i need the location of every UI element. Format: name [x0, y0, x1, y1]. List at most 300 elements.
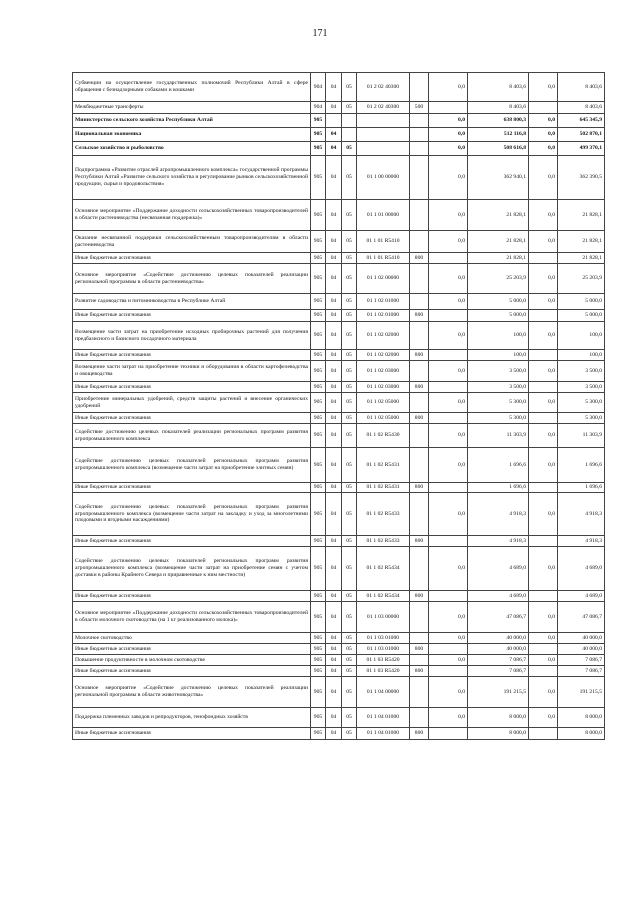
amount-change: 0,0	[429, 633, 468, 644]
amount-approved: 8 403,6	[468, 73, 529, 102]
target-article-code: 01 1 02 02000	[357, 322, 410, 350]
amount-change	[429, 253, 468, 264]
amount-change-2: 0,0	[529, 547, 558, 591]
amount-approved: 4 918,3	[468, 493, 529, 536]
table-row	[73, 102, 605, 114]
subsection-code: 05	[342, 493, 357, 536]
amount-total: 21 828,1	[558, 253, 605, 264]
expense-type-code	[410, 73, 429, 102]
table-row	[73, 361, 605, 382]
table-row	[73, 382, 605, 393]
amount-total: 11 303,9	[558, 424, 605, 448]
amount-total: 1 696,6	[558, 448, 605, 483]
table-row	[73, 128, 605, 142]
expense-type-code: 800	[410, 591, 429, 602]
subsection-code: 05	[342, 633, 357, 644]
expense-type-code: 800	[410, 728, 429, 740]
amount-total: 21 828,1	[558, 200, 605, 231]
admin-code: 904	[311, 73, 326, 102]
amount-change: 0,0	[429, 114, 468, 128]
admin-code: 905	[311, 264, 326, 294]
subsection-code: 05	[342, 483, 357, 493]
expense-type-code	[410, 114, 429, 128]
amount-change-2: 0,0	[529, 361, 558, 382]
table-row	[73, 413, 605, 424]
admin-code: 905	[311, 424, 326, 448]
row-name: Иные бюджетные ассигнования	[73, 253, 311, 264]
expense-type-code	[410, 128, 429, 142]
section-code: 04	[326, 200, 342, 231]
expense-type-code: 800	[410, 350, 429, 361]
subsection-code: 05	[342, 253, 357, 264]
subsection-code: 05	[342, 102, 357, 114]
subsection-code: 05	[342, 644, 357, 655]
target-article-code: 01 1 03 01000	[357, 644, 410, 655]
row-name: Сельское хозяйство и рыболовство	[73, 142, 311, 156]
target-article-code	[357, 142, 410, 156]
subsection-code: 05	[342, 264, 357, 294]
amount-change-2: 0,0	[529, 114, 558, 128]
section-code: 04	[326, 156, 342, 200]
target-article-code: 01 1 02 R5431	[357, 448, 410, 483]
amount-change-2: 0,0	[529, 708, 558, 728]
section-code: 04	[326, 413, 342, 424]
target-article-code: 01 1 02 00000	[357, 264, 410, 294]
section-code: 04	[326, 102, 342, 114]
target-article-code: 01 1 02 R5431	[357, 483, 410, 493]
amount-change-2	[529, 253, 558, 264]
amount-change: 0,0	[429, 708, 468, 728]
amount-approved: 21 828,1	[468, 231, 529, 253]
section-code: 04	[326, 728, 342, 740]
admin-code: 905	[311, 128, 326, 142]
table-row	[73, 231, 605, 253]
expense-type-code	[410, 264, 429, 294]
target-article-code: 01 1 02 03000	[357, 382, 410, 393]
amount-approved: 3 500,0	[468, 382, 529, 393]
section-code: 04	[326, 142, 342, 156]
section-code: 04	[326, 253, 342, 264]
amount-approved: 5 000,0	[468, 294, 529, 310]
target-article-code: 01 1 01 R5410	[357, 231, 410, 253]
amount-approved: 100,0	[468, 350, 529, 361]
amount-change	[429, 728, 468, 740]
section-code: 04	[326, 493, 342, 536]
amount-change-2	[529, 382, 558, 393]
amount-change-2	[529, 102, 558, 114]
target-article-code	[357, 128, 410, 142]
subsection-code: 05	[342, 310, 357, 322]
amount-total: 4 918,3	[558, 493, 605, 536]
admin-code: 905	[311, 114, 326, 128]
target-article-code: 01 1 04 00000	[357, 677, 410, 708]
row-name: Основное мероприятие «Содействие достижению целевых показателей реализации региональной программы в области животноводства»	[73, 677, 311, 708]
admin-code: 905	[311, 493, 326, 536]
amount-change	[429, 536, 468, 547]
expense-type-code: 800	[410, 413, 429, 424]
amount-total: 5 000,0	[558, 310, 605, 322]
table-row	[73, 253, 605, 264]
table-row	[73, 644, 605, 655]
amount-approved: 8 000,0	[468, 708, 529, 728]
table-row	[73, 310, 605, 322]
amount-total: 4 918,3	[558, 536, 605, 547]
row-name: Иные бюджетные ассигнования	[73, 483, 311, 493]
amount-total: 3 500,0	[558, 382, 605, 393]
target-article-code: 01 1 01 R5410	[357, 253, 410, 264]
row-name: Содействие достижению целевых показателей региональных программ развития агропромышленного комплекса (возмещение части затрат на закладку и уход за многолетними плодовыми и ягодными насаждениями)	[73, 493, 311, 536]
amount-change-2: 0,0	[529, 73, 558, 102]
amount-change: 0,0	[429, 361, 468, 382]
amount-total: 7 086,7	[558, 655, 605, 666]
target-article-code: 01 1 03 R5420	[357, 655, 410, 666]
amount-approved: 1 696,6	[468, 483, 529, 493]
row-name: Министерство сельского хозяйства Республики Алтай	[73, 114, 311, 128]
amount-change-2	[529, 310, 558, 322]
amount-change: 0,0	[429, 322, 468, 350]
section-code: 04	[326, 393, 342, 413]
expense-type-code	[410, 448, 429, 483]
subsection-code: 05	[342, 666, 357, 677]
amount-total: 499 370,1	[558, 142, 605, 156]
amount-total: 5 000,0	[558, 294, 605, 310]
amount-total: 8 403,6	[558, 102, 605, 114]
section-code: 04	[326, 361, 342, 382]
table-row	[73, 536, 605, 547]
amount-change-2: 0,0	[529, 200, 558, 231]
amount-approved: 1 696,6	[468, 448, 529, 483]
table-row	[73, 424, 605, 448]
row-name: Основное мероприятие «Поддержание доходности сельскохозяйственных товаропроизводителей в области растениеводства (несвязанная поддержка)»	[73, 200, 311, 231]
table-row	[73, 591, 605, 602]
amount-change-2	[529, 591, 558, 602]
section-code: 04	[326, 655, 342, 666]
amount-total: 47 086,7	[558, 602, 605, 633]
subsection-code: 05	[342, 547, 357, 591]
amount-change	[429, 382, 468, 393]
subsection-code: 05	[342, 655, 357, 666]
row-name: Иные бюджетные ассигнования	[73, 644, 311, 655]
expense-type-code: 800	[410, 310, 429, 322]
admin-code: 905	[311, 536, 326, 547]
amount-change-2: 0,0	[529, 294, 558, 310]
amount-change-2: 0,0	[529, 677, 558, 708]
admin-code: 905	[311, 728, 326, 740]
amount-approved: 638 800,3	[468, 114, 529, 128]
amount-total: 502 870,1	[558, 128, 605, 142]
table-row	[73, 677, 605, 708]
subsection-code	[342, 114, 357, 128]
expense-type-code	[410, 200, 429, 231]
amount-total: 100,0	[558, 350, 605, 361]
subsection-code: 05	[342, 677, 357, 708]
table-row	[73, 666, 605, 677]
target-article-code: 01 2 02 40300	[357, 73, 410, 102]
amount-total: 4 689,0	[558, 547, 605, 591]
subsection-code: 05	[342, 322, 357, 350]
admin-code: 905	[311, 708, 326, 728]
row-name: Возмещение части затрат на приобретение исходных пробирочных растений для получения предбазисного и базисного посадочного материала	[73, 322, 311, 350]
admin-code: 905	[311, 448, 326, 483]
admin-code: 905	[311, 602, 326, 633]
amount-change-2: 0,0	[529, 655, 558, 666]
section-code: 04	[326, 677, 342, 708]
target-article-code: 01 1 02 05000	[357, 393, 410, 413]
subsection-code: 05	[342, 424, 357, 448]
target-article-code: 01 1 02 R5434	[357, 591, 410, 602]
expense-type-code	[410, 361, 429, 382]
admin-code: 905	[311, 413, 326, 424]
target-article-code: 01 1 03 R5420	[357, 666, 410, 677]
amount-approved: 8 000,0	[468, 728, 529, 740]
admin-code: 905	[311, 547, 326, 591]
amount-change-2: 0,0	[529, 231, 558, 253]
section-code: 04	[326, 294, 342, 310]
table-row	[73, 655, 605, 666]
table-row	[73, 493, 605, 536]
admin-code: 905	[311, 393, 326, 413]
target-article-code: 01 1 04 01000	[357, 708, 410, 728]
row-name: Содействие достижению целевых показателей региональных программ развития агропромышленного комплекса (возмещение части затрат на приобретение семян с учетом доставки в районы Крайнего Севера и приравненные к ним местности)	[73, 547, 311, 591]
row-name: Подпрограмма «Развитие отраслей агропромышленного комплекса» государственной программы Республики Алтай «Развитие сельского хозяйства и регулирование рынков сельскохозяйственной продукции, сырья и продовольствия»	[73, 156, 311, 200]
subsection-code: 05	[342, 200, 357, 231]
subsection-code: 05	[342, 602, 357, 633]
row-name: Развитие садоводства и питомниководства в Республике Алтай	[73, 294, 311, 310]
target-article-code: 01 1 02 01000	[357, 310, 410, 322]
amount-change: 0,0	[429, 547, 468, 591]
target-article-code: 01 1 02 05000	[357, 413, 410, 424]
subsection-code: 05	[342, 413, 357, 424]
section-code: 04	[326, 322, 342, 350]
amount-change: 0,0	[429, 73, 468, 102]
table-row	[73, 728, 605, 740]
admin-code: 905	[311, 633, 326, 644]
amount-change: 0,0	[429, 677, 468, 708]
subsection-code: 05	[342, 708, 357, 728]
subsection-code: 05	[342, 728, 357, 740]
target-article-code: 01 2 02 40300	[357, 102, 410, 114]
section-code: 04	[326, 424, 342, 448]
admin-code: 905	[311, 666, 326, 677]
expense-type-code	[410, 602, 429, 633]
section-code: 04	[326, 547, 342, 591]
amount-change-2	[529, 536, 558, 547]
row-name: Иные бюджетные ассигнования	[73, 413, 311, 424]
admin-code: 905	[311, 677, 326, 708]
table-row	[73, 294, 605, 310]
amount-total: 40 000,0	[558, 633, 605, 644]
row-name: Иные бюджетные ассигнования	[73, 350, 311, 361]
subsection-code: 05	[342, 73, 357, 102]
amount-change: 0,0	[429, 393, 468, 413]
subsection-code: 05	[342, 350, 357, 361]
amount-change: 0,0	[429, 128, 468, 142]
amount-total: 40 000,0	[558, 644, 605, 655]
amount-change	[429, 413, 468, 424]
amount-change-2	[529, 666, 558, 677]
target-article-code: 01 1 02 R5433	[357, 493, 410, 536]
section-code	[326, 114, 342, 128]
section-code: 04	[326, 666, 342, 677]
admin-code: 905	[311, 200, 326, 231]
amount-total: 3 500,0	[558, 361, 605, 382]
subsection-code: 05	[342, 231, 357, 253]
table-row	[73, 156, 605, 200]
amount-total: 645 345,9	[558, 114, 605, 128]
budget-table	[72, 72, 605, 740]
row-name: Иные бюджетные ассигнования	[73, 382, 311, 393]
amount-change	[429, 666, 468, 677]
amount-approved: 40 000,0	[468, 644, 529, 655]
amount-approved: 7 086,7	[468, 666, 529, 677]
admin-code: 905	[311, 310, 326, 322]
admin-code: 905	[311, 350, 326, 361]
target-article-code: 01 1 02 R5434	[357, 547, 410, 591]
row-name: Повышение продуктивности в молочном скотоводстве	[73, 655, 311, 666]
amount-total: 4 689,0	[558, 591, 605, 602]
amount-total: 8 000,0	[558, 708, 605, 728]
subsection-code: 05	[342, 382, 357, 393]
page-number: 171	[312, 28, 328, 39]
amount-change-2	[529, 728, 558, 740]
admin-code: 905	[311, 644, 326, 655]
amount-change	[429, 350, 468, 361]
admin-code: 905	[311, 591, 326, 602]
amount-total: 21 828,1	[558, 231, 605, 253]
section-code: 04	[326, 591, 342, 602]
subsection-code: 05	[342, 294, 357, 310]
amount-change-2: 0,0	[529, 322, 558, 350]
subsection-code: 05	[342, 361, 357, 382]
amount-total: 362 390,5	[558, 156, 605, 200]
amount-change-2: 0,0	[529, 493, 558, 536]
amount-total: 191 215,5	[558, 677, 605, 708]
amount-change-2: 0,0	[529, 633, 558, 644]
section-code: 04	[326, 350, 342, 361]
table-row	[73, 448, 605, 483]
amount-change	[429, 483, 468, 493]
amount-approved: 47 086,7	[468, 602, 529, 633]
admin-code: 905	[311, 231, 326, 253]
amount-change	[429, 102, 468, 114]
table-row	[73, 322, 605, 350]
expense-type-code: 500	[410, 102, 429, 114]
row-name: Поддержка племенных заводов и репродукторов, генофондных хозяйств	[73, 708, 311, 728]
section-code: 04	[326, 310, 342, 322]
target-article-code: 01 1 02 03000	[357, 361, 410, 382]
row-name: Субвенции на осуществление государственных полномочий Республики Алтай в сфере обращения с безнадзорными собаками и кошками	[73, 73, 311, 102]
section-code: 04	[326, 633, 342, 644]
amount-approved: 512 116,8	[468, 128, 529, 142]
table-row	[73, 633, 605, 644]
amount-approved: 100,0	[468, 322, 529, 350]
target-article-code: 01 1 02 R5430	[357, 424, 410, 448]
expense-type-code	[410, 393, 429, 413]
amount-approved: 4 689,0	[468, 547, 529, 591]
row-name: Межбюджетные трансферты	[73, 102, 311, 114]
row-name: Иные бюджетные ассигнования	[73, 591, 311, 602]
admin-code: 905	[311, 156, 326, 200]
row-name: Иные бюджетные ассигнования	[73, 536, 311, 547]
amount-approved: 25 203,9	[468, 264, 529, 294]
amount-change-2: 0,0	[529, 393, 558, 413]
amount-total: 1 696,6	[558, 483, 605, 493]
amount-change: 0,0	[429, 231, 468, 253]
target-article-code: 01 1 00 00000	[357, 156, 410, 200]
amount-total: 8 000,0	[558, 728, 605, 740]
amount-approved: 40 000,0	[468, 633, 529, 644]
amount-total: 25 203,9	[558, 264, 605, 294]
amount-change	[429, 310, 468, 322]
amount-approved: 4 918,3	[468, 536, 529, 547]
amount-change: 0,0	[429, 493, 468, 536]
expense-type-code	[410, 231, 429, 253]
amount-change: 0,0	[429, 655, 468, 666]
amount-change: 0,0	[429, 156, 468, 200]
amount-approved: 21 828,1	[468, 200, 529, 231]
table-row	[73, 142, 605, 156]
row-name: Содействие достижению целевых показателей региональных программ развития агропромышленного комплекса (возмещение части затрат на приобретение элитных семян)	[73, 448, 311, 483]
table-row	[73, 264, 605, 294]
subsection-code: 05	[342, 591, 357, 602]
expense-type-code	[410, 547, 429, 591]
amount-total: 5 300,0	[558, 413, 605, 424]
amount-change: 0,0	[429, 448, 468, 483]
amount-approved: 21 828,1	[468, 253, 529, 264]
amount-approved: 5 000,0	[468, 310, 529, 322]
amount-total: 8 403,6	[558, 73, 605, 102]
amount-change: 0,0	[429, 200, 468, 231]
amount-approved: 4 689,0	[468, 591, 529, 602]
admin-code: 904	[311, 102, 326, 114]
expense-type-code	[410, 142, 429, 156]
expense-type-code	[410, 294, 429, 310]
table-row	[73, 547, 605, 591]
table-row	[73, 483, 605, 493]
table-row	[73, 350, 605, 361]
amount-change-2: 0,0	[529, 448, 558, 483]
admin-code: 905	[311, 294, 326, 310]
admin-code: 905	[311, 382, 326, 393]
row-name: Основное мероприятие «Содействие достижению целевых показателей реализации региональной программы в области растениеводства»	[73, 264, 311, 294]
amount-change-2	[529, 413, 558, 424]
subsection-code: 05	[342, 156, 357, 200]
expense-type-code	[410, 322, 429, 350]
table-row	[73, 73, 605, 102]
subsection-code: 05	[342, 393, 357, 413]
amount-change	[429, 591, 468, 602]
amount-total: 100,0	[558, 322, 605, 350]
table-row	[73, 602, 605, 633]
amount-change: 0,0	[429, 264, 468, 294]
row-name: Национальная экономика	[73, 128, 311, 142]
amount-total: 7 086,7	[558, 666, 605, 677]
section-code: 04	[326, 264, 342, 294]
row-name: Оказание несвязанной поддержки сельскохозяйственным товаропроизводителям в области растениеводства	[73, 231, 311, 253]
section-code: 04	[326, 73, 342, 102]
amount-total: 5 300,0	[558, 393, 605, 413]
row-name: Иные бюджетные ассигнования	[73, 310, 311, 322]
table-row	[73, 393, 605, 413]
amount-approved: 8 403,6	[468, 102, 529, 114]
expense-type-code: 800	[410, 644, 429, 655]
amount-approved: 5 300,0	[468, 413, 529, 424]
expense-type-code	[410, 156, 429, 200]
amount-change-2: 0,0	[529, 128, 558, 142]
amount-change: 0,0	[429, 602, 468, 633]
amount-change-2	[529, 350, 558, 361]
amount-change-2: 0,0	[529, 156, 558, 200]
